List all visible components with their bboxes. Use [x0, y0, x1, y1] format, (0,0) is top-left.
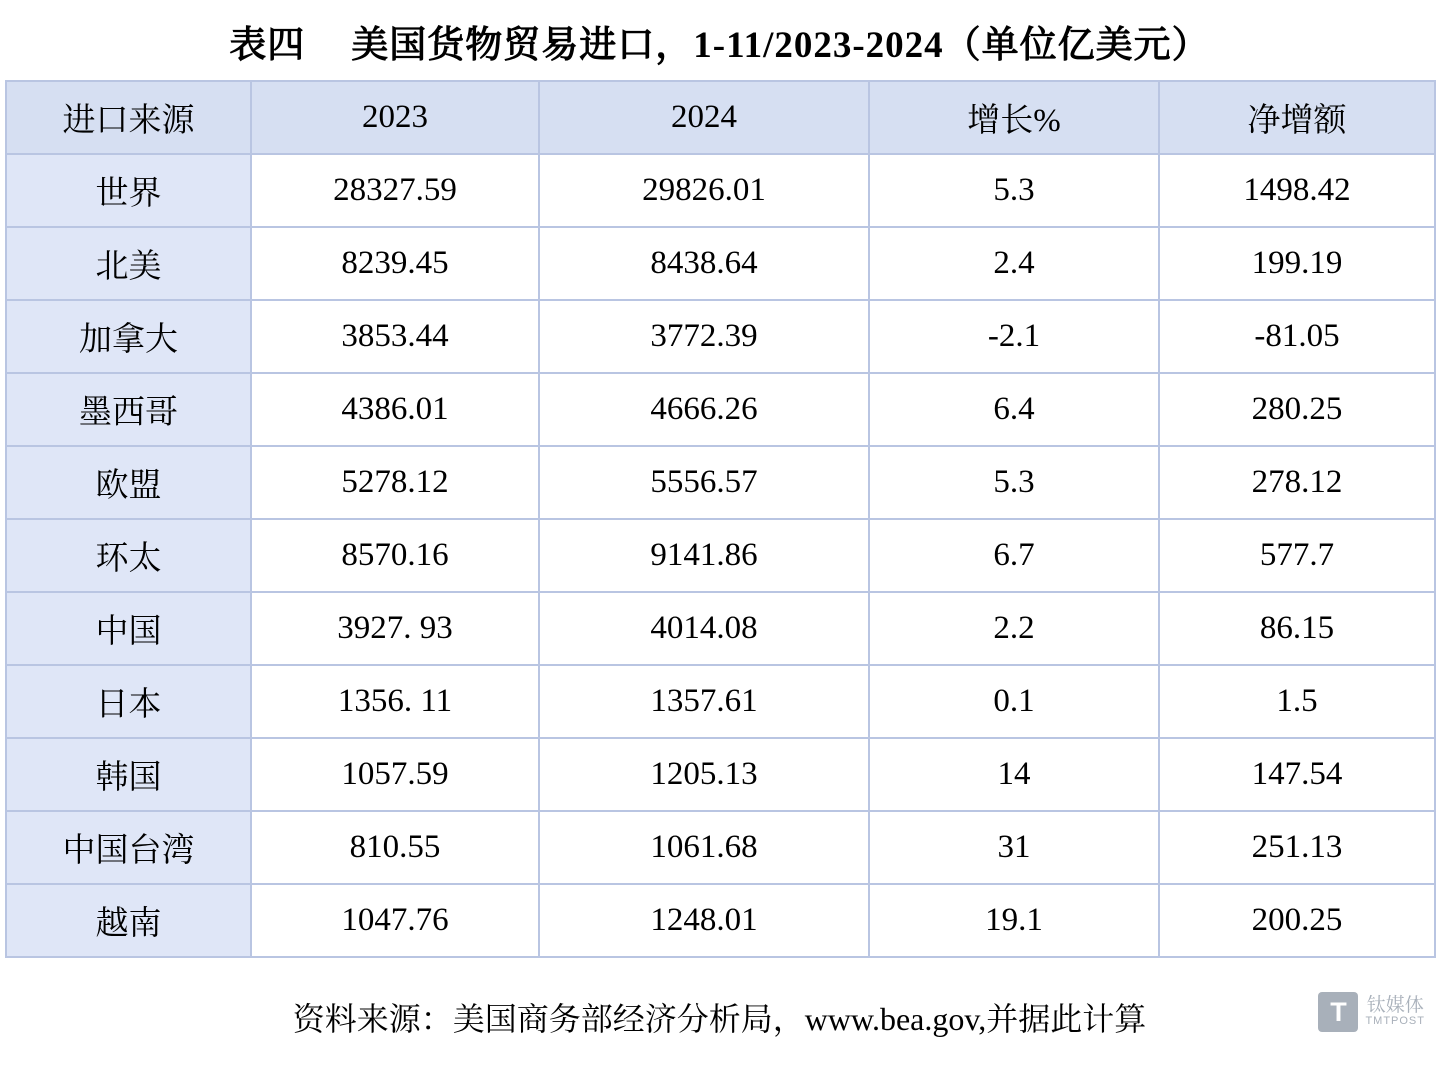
table-number-label: 表四 [229, 25, 306, 66]
table-row [6, 811, 1435, 884]
table-row [6, 519, 1435, 592]
cell-net-change: 147.54 [1159, 738, 1435, 811]
watermark-en: TMTPOST [1365, 1015, 1425, 1028]
column-header-2024: 2024 [539, 81, 869, 154]
cell-2023: 3927. 93 [251, 592, 539, 665]
watermark-cn: 钛媒体 [1366, 995, 1424, 1017]
cell-growth: 14 [869, 738, 1159, 811]
cell-2024: 1248.01 [539, 884, 869, 957]
table-title-text: 美国货物贸易进口，1-11/2023-2024（单位亿美元） [351, 25, 1210, 66]
row-label: 韩国 [6, 738, 251, 811]
cell-2024: 5556.57 [539, 446, 869, 519]
row-label: 北美 [6, 227, 251, 300]
page-title [0, 0, 1439, 80]
cell-2024: 8438.64 [539, 227, 869, 300]
cell-net-change: 1498.42 [1159, 154, 1435, 227]
cell-growth: 5.3 [869, 446, 1159, 519]
column-header-growth: 增长% [869, 81, 1159, 154]
cell-net-change: 280.25 [1159, 373, 1435, 446]
row-label: 环太 [6, 519, 251, 592]
cell-2023: 1047.76 [251, 884, 539, 957]
row-label: 中国台湾 [6, 811, 251, 884]
cell-2023: 8239.45 [251, 227, 539, 300]
cell-2023: 4386.01 [251, 373, 539, 446]
cell-2023: 8570.16 [251, 519, 539, 592]
cell-net-change: -81.05 [1159, 300, 1435, 373]
row-label: 日本 [6, 665, 251, 738]
cell-2023: 1057.59 [251, 738, 539, 811]
cell-growth: -2.1 [869, 300, 1159, 373]
table-row [6, 373, 1435, 446]
cell-2024: 3772.39 [539, 300, 869, 373]
cell-growth: 0.1 [869, 665, 1159, 738]
row-label: 墨西哥 [6, 373, 251, 446]
table-row [6, 300, 1435, 373]
cell-net-change: 251.13 [1159, 811, 1435, 884]
cell-2024: 4666.26 [539, 373, 869, 446]
source-note [0, 958, 1439, 1040]
row-label: 欧盟 [6, 446, 251, 519]
table-row [6, 227, 1435, 300]
cell-2024: 1061.68 [539, 811, 869, 884]
trade-import-table [5, 80, 1436, 958]
cell-2023: 5278.12 [251, 446, 539, 519]
cell-growth: 2.4 [869, 227, 1159, 300]
watermark [1318, 992, 1425, 1032]
row-label: 世界 [6, 154, 251, 227]
watermark-label [1365, 996, 1425, 1027]
column-header-2023: 2023 [251, 81, 539, 154]
cell-2023: 1356. 11 [251, 665, 539, 738]
row-label: 中国 [6, 592, 251, 665]
cell-net-change: 86.15 [1159, 592, 1435, 665]
cell-2024: 9141.86 [539, 519, 869, 592]
cell-net-change: 278.12 [1159, 446, 1435, 519]
cell-2023: 28327.59 [251, 154, 539, 227]
cell-net-change: 199.19 [1159, 227, 1435, 300]
cell-2023: 810.55 [251, 811, 539, 884]
cell-2024: 4014.08 [539, 592, 869, 665]
column-header-source: 进口来源 [6, 81, 251, 154]
cell-growth: 19.1 [869, 884, 1159, 957]
cell-growth: 6.7 [869, 519, 1159, 592]
source-text: 资料来源：美国商务部经济分析局，www.bea.gov,并据此计算 [292, 1001, 1147, 1037]
row-label: 加拿大 [6, 300, 251, 373]
table-row [6, 884, 1435, 957]
table-body [6, 154, 1435, 957]
column-header-net-change: 净增额 [1159, 81, 1435, 154]
watermark-logo-icon: T [1318, 992, 1358, 1032]
cell-growth: 31 [869, 811, 1159, 884]
cell-growth: 5.3 [869, 154, 1159, 227]
cell-net-change: 577.7 [1159, 519, 1435, 592]
row-label: 越南 [6, 884, 251, 957]
table-row [6, 446, 1435, 519]
table-row [6, 154, 1435, 227]
cell-growth: 2.2 [869, 592, 1159, 665]
cell-net-change: 200.25 [1159, 884, 1435, 957]
cell-2024: 1357.61 [539, 665, 869, 738]
cell-2023: 3853.44 [251, 300, 539, 373]
cell-2024: 29826.01 [539, 154, 869, 227]
table-header [6, 81, 1435, 154]
table-row [6, 592, 1435, 665]
table-row [6, 738, 1435, 811]
cell-growth: 6.4 [869, 373, 1159, 446]
table-row [6, 665, 1435, 738]
cell-2024: 1205.13 [539, 738, 869, 811]
table-header-row [6, 81, 1435, 154]
cell-net-change: 1.5 [1159, 665, 1435, 738]
